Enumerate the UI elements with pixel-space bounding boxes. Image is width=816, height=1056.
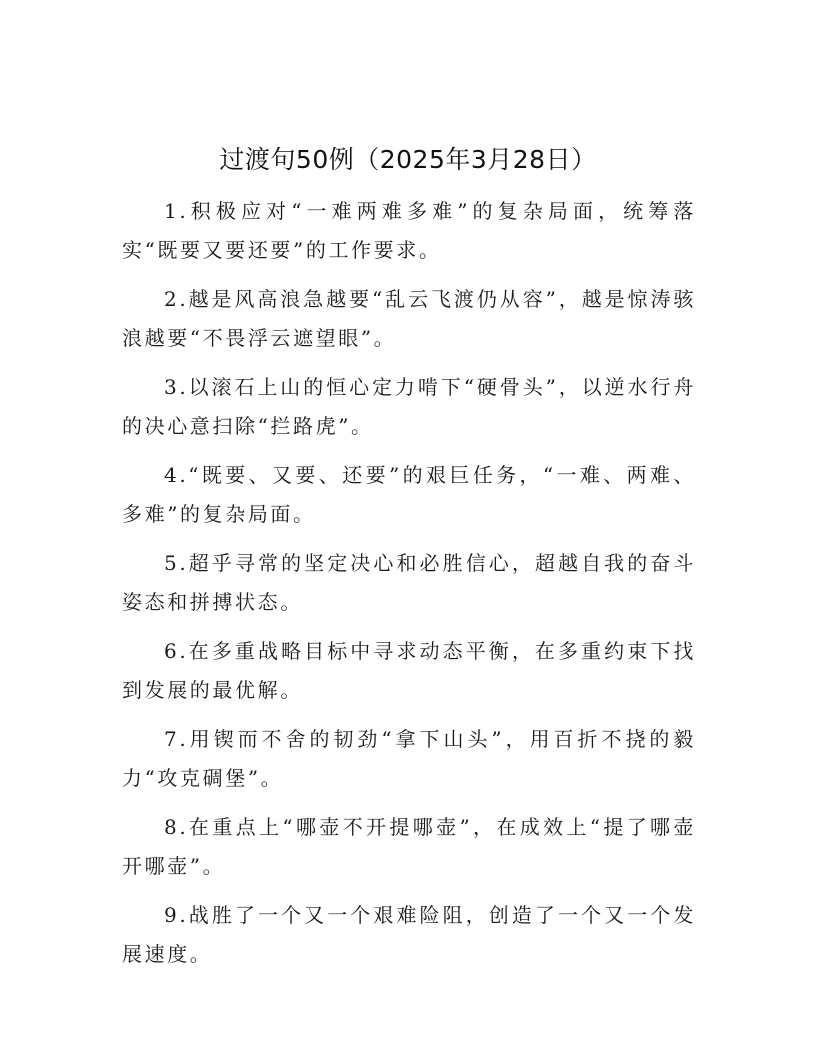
paragraph-3: 3.以滚石上山的恒心定力啃下“硬骨头”，以逆水行舟的决心意扫除“拦路虎”。 — [122, 375, 696, 438]
paragraph-7: 7.用锲而不舍的韧劲“拿下山头”，用百折不挠的毅力“攻克碉堡”。 — [122, 727, 696, 790]
document-title: 过渡句50例（2025年3月28日） — [219, 145, 597, 174]
paragraph-4: 4.“既要、又要、还要”的艰巨任务，“一难、两难、多难”的复杂局面。 — [122, 463, 696, 526]
document-body — [122, 192, 696, 984]
paragraph-5: 5.超乎寻常的坚定决心和必胜信心，超越自我的奋斗姿态和拼搏状态。 — [122, 551, 696, 614]
paragraph-9: 9.战胜了一个又一个艰难险阻，创造了一个又一个发展速度。 — [122, 903, 696, 966]
paragraph-2: 2.越是风高浪急越要“乱云飞渡仍从容”，越是惊涛骇浪越要“不畏浮云遮望眼”。 — [122, 287, 696, 350]
paragraph-6: 6.在多重战略目标中寻求动态平衡，在多重约束下找到发展的最优解。 — [122, 639, 696, 702]
paragraph-1: 1.积极应对“一难两难多难”的复杂局面，统筹落实“既要又要还要”的工作要求。 — [122, 199, 696, 262]
paragraph-8: 8.在重点上“哪壶不开提哪壶”，在成效上“提了哪壶开哪壶”。 — [122, 815, 696, 878]
